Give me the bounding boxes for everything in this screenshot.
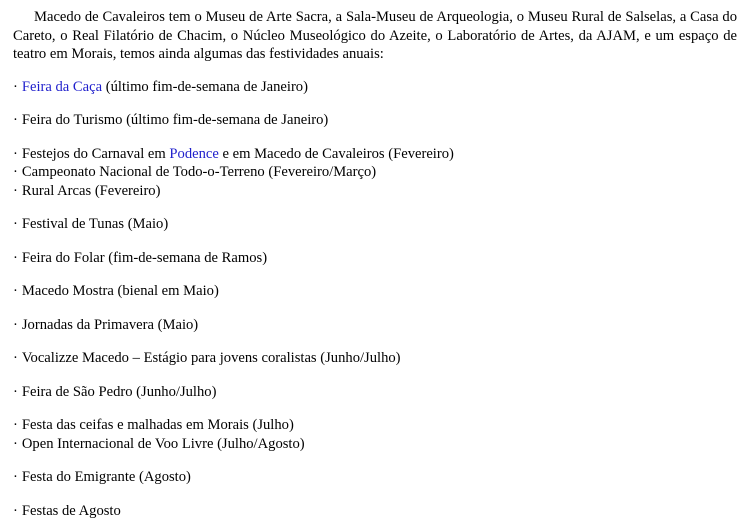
- vocalizze-text: Vocalizze Macedo – Estágio para jovens coralistas (Junho/Julho): [21, 350, 401, 366]
- tunas-text: Festival de Tunas (Maio): [21, 216, 169, 232]
- carnaval-text-before: Festejos do Carnaval em: [21, 145, 170, 162]
- festivity-item-feira-caca: [13, 78, 737, 97]
- intro-paragraph: Macedo de Cavaleiros tem o Museu de Arte Sacra, a Sala-Museu de Arqueologia, o Museu Rural de Salselas, a Casa do Careto, o Real Filatório de Chacim, o Núcleo Museológico do Azeite, o Laboratório de Artes, da AJAM, e um espaço de teatro em Morais, temos ainda algumas das festividades anuais:: [13, 9, 737, 62]
- bullet-marker: ·: [13, 283, 18, 299]
- bullet-marker: ·: [13, 145, 18, 162]
- macedo-mostra-text: Macedo Mostra (bienal em Maio): [21, 283, 219, 299]
- feira-caca-link[interactable]: Feira da Caça: [21, 78, 103, 95]
- bullet-marker: ·: [13, 469, 18, 485]
- bullet-marker: ·: [13, 249, 18, 266]
- festivity-group: [13, 249, 737, 268]
- festivity-group: [13, 349, 737, 368]
- festivity-group: [13, 145, 737, 201]
- festivity-item-campeonato: [13, 163, 737, 182]
- festivity-group: [13, 468, 737, 487]
- carnaval-text-after: e em Macedo de Cavaleiros (Fevereiro): [218, 145, 454, 162]
- folar-text: Feira do Folar (fim-de-semana de Ramos): [21, 249, 268, 266]
- festivity-item-voo-livre: [13, 435, 737, 454]
- festivity-item-feira-turismo: [13, 111, 737, 130]
- bullet-marker: ·: [13, 316, 18, 333]
- feira-caca-date: (último fim-de-semana de Janeiro): [102, 78, 308, 95]
- festivity-group: [13, 316, 737, 335]
- rural-arcas-text: Rural Arcas (Fevereiro): [21, 182, 161, 199]
- sao-pedro-text: Feira de São Pedro (Junho/Julho): [21, 383, 217, 400]
- bullet-marker: ·: [13, 164, 18, 180]
- festivity-group: [13, 383, 737, 402]
- emigrante-text: Festa do Emigrante (Agosto): [21, 469, 191, 485]
- festivity-item-vocalizze: [13, 349, 737, 368]
- campeonato-text: Campeonato Nacional de Todo-o-Terreno (Fevereiro/Março): [21, 164, 377, 180]
- ceifas-text: Festa das ceifas e malhadas em Morais (Julho): [21, 417, 294, 433]
- bullet-marker: ·: [13, 216, 18, 232]
- festivity-group: [13, 78, 737, 97]
- festivity-item-ceifas: [13, 416, 737, 435]
- festivity-item-agosto: [13, 502, 737, 521]
- festivity-item-macedo-mostra: [13, 282, 737, 301]
- document-body: [13, 8, 737, 520]
- voo-livre-text: Open Internacional de Voo Livre (Julho/Agosto): [21, 435, 305, 452]
- festivity-group: [13, 502, 737, 521]
- bullet-marker: ·: [13, 182, 18, 199]
- bullet-marker: ·: [13, 112, 18, 128]
- bullet-marker: ·: [13, 350, 18, 366]
- bullet-marker: ·: [13, 502, 18, 519]
- festivity-item-jornadas: [13, 316, 737, 335]
- festivity-group: [13, 416, 737, 453]
- festivity-item-sao-pedro: [13, 383, 737, 402]
- festivity-item-emigrante: [13, 468, 737, 487]
- festivity-group: [13, 215, 737, 234]
- festivity-item-rural-arcas: [13, 182, 737, 201]
- feira-turismo-text: Feira do Turismo (último fim-de-semana de Janeiro): [21, 112, 329, 128]
- bullet-marker: ·: [13, 417, 18, 433]
- jornadas-text: Jornadas da Primavera (Maio): [21, 316, 199, 333]
- festivity-item-carnaval: [13, 145, 737, 164]
- bullet-marker: ·: [13, 383, 18, 400]
- festivity-item-folar: [13, 249, 737, 268]
- podence-link[interactable]: Podence: [169, 145, 219, 162]
- bullet-marker: ·: [13, 435, 18, 452]
- agosto-text: Festas de Agosto: [21, 502, 121, 519]
- festivity-group: [13, 282, 737, 301]
- festivity-group: [13, 111, 737, 130]
- festivity-item-tunas: [13, 215, 737, 234]
- bullet-marker: ·: [13, 78, 18, 95]
